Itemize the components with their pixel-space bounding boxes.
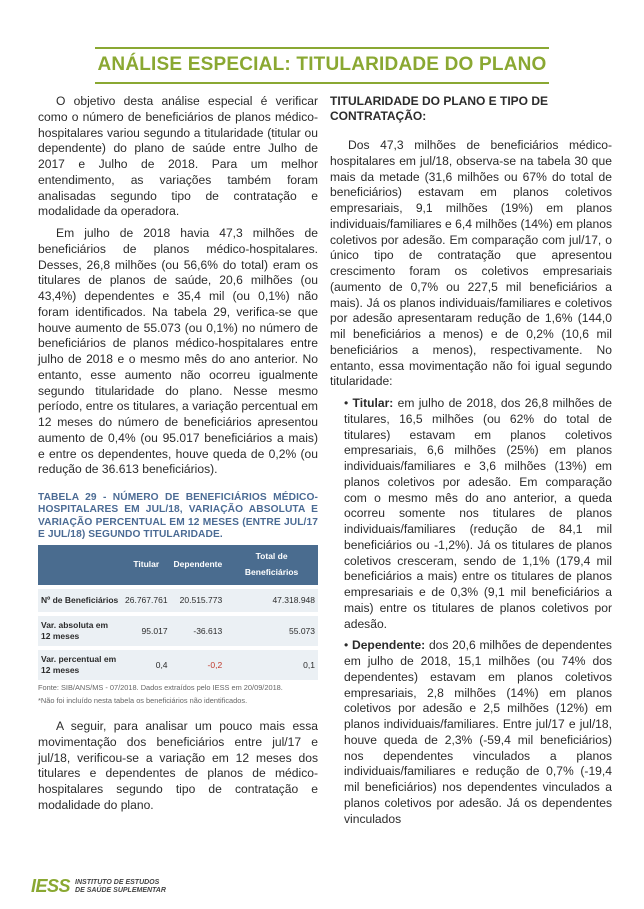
table-header-empty (38, 545, 122, 587)
table-row (38, 648, 318, 680)
contract-type-paragraph: Dos 47,3 milhões de beneficiários médico-hospitalares em jul/18, observa-se na tabela 30 que mais da metade (31,6 milhões ou 67% do total de beneficiários) estavam em planos coletivos empresariais, 9,1 milhões (19%) em planos individuais/familiares e 6,4 milhões (14%) em planos coletivos por adesão. Em comparação com jul/17, o único tipo de contratação que apresentou crescimento foram os coletivos empresariais (aumento de 0,7% ou 227,5 mil beneficiários a mais). Já os planos individuais/familiares e coletivos por adesão apresentaram redução de 1,6% (144,0 mil beneficiários a menos) e de 0,2% (10,6 mil beneficiários a menos), respectivamente. No entanto, essa movimentação não foi igual segundo titularidade: (330, 138, 612, 389)
cell-total: 55.073 (225, 614, 318, 648)
title-top-rule (95, 47, 549, 49)
iess-logo (31, 876, 166, 897)
table-header-total: Total de Beneficiários (225, 545, 318, 587)
page-title: ANÁLISE ESPECIAL: TITULARIDADE DO PLANO (97, 54, 547, 75)
bullet-dependente: • Dependente: dos 20,6 milhões de dependentes em julho de 2018, 15,1 milhões (ou 74% dos dependentes) estavam em planos coletivos empresariais, 2,8 milhões (14%) em planos coletivos por adesão e 2,5 milhões (12%) em planos individuais/familiares. Entre jul/17 e jul/18, houve queda de 2,3% (-59,4 mil beneficiários) nos dependentes vinculados a planos individuais/familiares e redução de 0,7% (-19,4 mil beneficiários) nos dependentes vinculados a planos coletivos por adesão. Já os dependentes vinculados (344, 638, 612, 826)
cell-titular: 0,4 (122, 648, 171, 680)
cell-dependente: -0,2 (171, 648, 226, 680)
bullet-titular: • Titular: em julho de 2018, dos 26,8 milhões de titulares, 16,5 milhões (ou 62% do total de titulares) estavam em planos coletivos empresariais, 6,6 milhões (25%) em planos individuais/familiares e 3,6 milhões (13%) em planos coletivos por adesão. Em comparação com o mesmo mês do ano anterior, a queda ocorreu somente nos titulares de planos individuais/familiares (redução de 84,1 mil beneficiários ou -1,2%). Já os titulares de planos coletivos cresceram, sendo de 1,1% (179,4 mil beneficiários a mais) entre os titulares de planos empresariais e de 0,3% (9,1 mil beneficiários a mais) entre os titulares de planos coletivos por adesão. (344, 396, 612, 631)
row-label: Nº de Beneficiários (38, 587, 122, 615)
intro-paragraph: O objetivo desta análise especial é verificar como o número de beneficiários de planos médico-hospitalares variou segundo a titularidade (titular ou dependente) do plano de saúde entre Julho de 2017 e Julho de 2018. Para um melhor entendimento, as variações também foram analisadas segundo tipo de contratação e modalidade da operadora. (38, 94, 318, 219)
bullet-titular-label: Titular: (352, 396, 394, 410)
logo-mark-ie: IE (31, 876, 48, 896)
logo-line-2: DE SAÚDE SUPLEMENTAR (75, 886, 166, 894)
logo-mark (31, 876, 70, 897)
row-label: Var. percentual em 12 meses (38, 648, 122, 680)
cell-total: 47.318.948 (225, 587, 318, 615)
table-row (38, 614, 318, 648)
section-title: TITULARIDADE DO PLANO E TIPO DE CONTRATAÇÃO: (330, 94, 549, 123)
table-note: *Não foi incluído nesta tabela os beneficiários não identificados. (38, 695, 248, 705)
summary-paragraph: Em julho de 2018 havia 47,3 milhões de beneficiários de planos médico-hospitalares. Desses, 26,8 milhões (ou 56,6% do total) eram os titulares de planos de saúde, 20,6 milhões (ou 43,4%) dependentes e 35,4 mil (ou 0,1%) não foram identificados. Na tabela 29, verifica-se que houve aumento de 55.073 (ou 0,1%) no número de beneficiários de planos médico-hospitalares entre julho de 2018 e o mesmo mês do ano anterior. No entanto, esse aumento não ocorreu igualmente segundo titularidade do plano. Nesse mesmo período, entre os titulares, a variação percentual em 12 meses do número de beneficiários apresentou aumento de 0,4% (ou 95.017 beneficiários a mais) e entre os dependentes, houve queda de 0,2% (ou redução de 36.613 beneficiários). (38, 226, 318, 477)
logo-line-1: INSTITUTO DE ESTUDOS (75, 878, 160, 886)
cell-total: 0,1 (225, 648, 318, 680)
logo-text (75, 879, 166, 895)
row-label: Var. absoluta em 12 meses (38, 614, 122, 648)
right-column (330, 94, 612, 827)
bullet-titular-text: em julho de 2018, dos 26,8 milhões de titulares, 16,5 milhões (ou 62% do total de titulares) estavam em planos coletivos empresariais, 6,6 milhões (25%) em planos individuais/familiares e 3,6 milhões (13%) em planos coletivos por adesão. Em comparação com o mesmo mês do ano anterior, a queda ocorreu somente nos titulares de planos individuais/familiares (redução de 84,1 mil beneficiários ou -1,2%). Já os titulares de planos coletivos cresceram, sendo de 1,1% (179,4 mil beneficiários a mais) entre os titulares de planos empresariais e de 0,3% (9,1 mil beneficiários a mais) entre os titulares de planos coletivos por adesão. (344, 396, 612, 631)
cell-titular: 95.017 (122, 614, 171, 648)
table-header-row (38, 545, 318, 587)
logo-mark-ss: SS (47, 876, 71, 896)
left-column (38, 94, 318, 814)
table-caption: TABELA 29 - NÚMERO DE BENEFICIÁRIOS MÉDICO-HOSPITALARES EM JUL/18, VARIAÇÃO ABSOLUTA E VARIAÇÃO PERCENTUAL EM 12 MESES (ENTRE JUL/17 E JUL/18) SEGUNDO TITULARIDADE. (38, 492, 318, 540)
table-header-dependente: Dependente (171, 545, 226, 587)
table-row (38, 587, 318, 615)
cell-titular: 26.767.761 (122, 587, 171, 615)
table-header-titular: Titular (122, 545, 171, 587)
closing-paragraph: A seguir, para analisar um pouco mais essa movimentação dos beneficiários entre jul/17 e jul/18, verificou-se a variação em 12 meses dos titulares e dependentes de planos de médico-hospitalares segundo tipo de contratação e modalidade do plano. (38, 719, 318, 812)
bullet-dependente-label: Dependente: (351, 638, 426, 653)
title-bottom-rule (95, 82, 549, 84)
table-29 (38, 545, 318, 680)
cell-dependente: -36.613 (171, 614, 226, 648)
table-source: Fonte: SIB/ANS/MS - 07/2018. Dados extraídos pelo IESS em 20/09/2018. (38, 683, 283, 693)
bullet-dependente-text: dos 20,6 milhões de dependentes em julho de 2018, 15,1 milhões (ou 74% dos dependentes) estavam em planos coletivos empresariais, 2,8 milhões (14%) em planos coletivos por adesão e 2,5 milhões (12%) em planos individuais/familiares. Entre jul/17 e jul/18, houve queda de 2,3% (-59,4 mil beneficiários) nos dependentes vinculados a planos individuais/familiares e redução de 0,7% (-19,4 mil beneficiários) nos dependentes vinculados a planos coletivos por adesão. Já os dependentes vinculados (344, 638, 612, 826)
cell-dependente: 20.515.773 (171, 587, 226, 615)
